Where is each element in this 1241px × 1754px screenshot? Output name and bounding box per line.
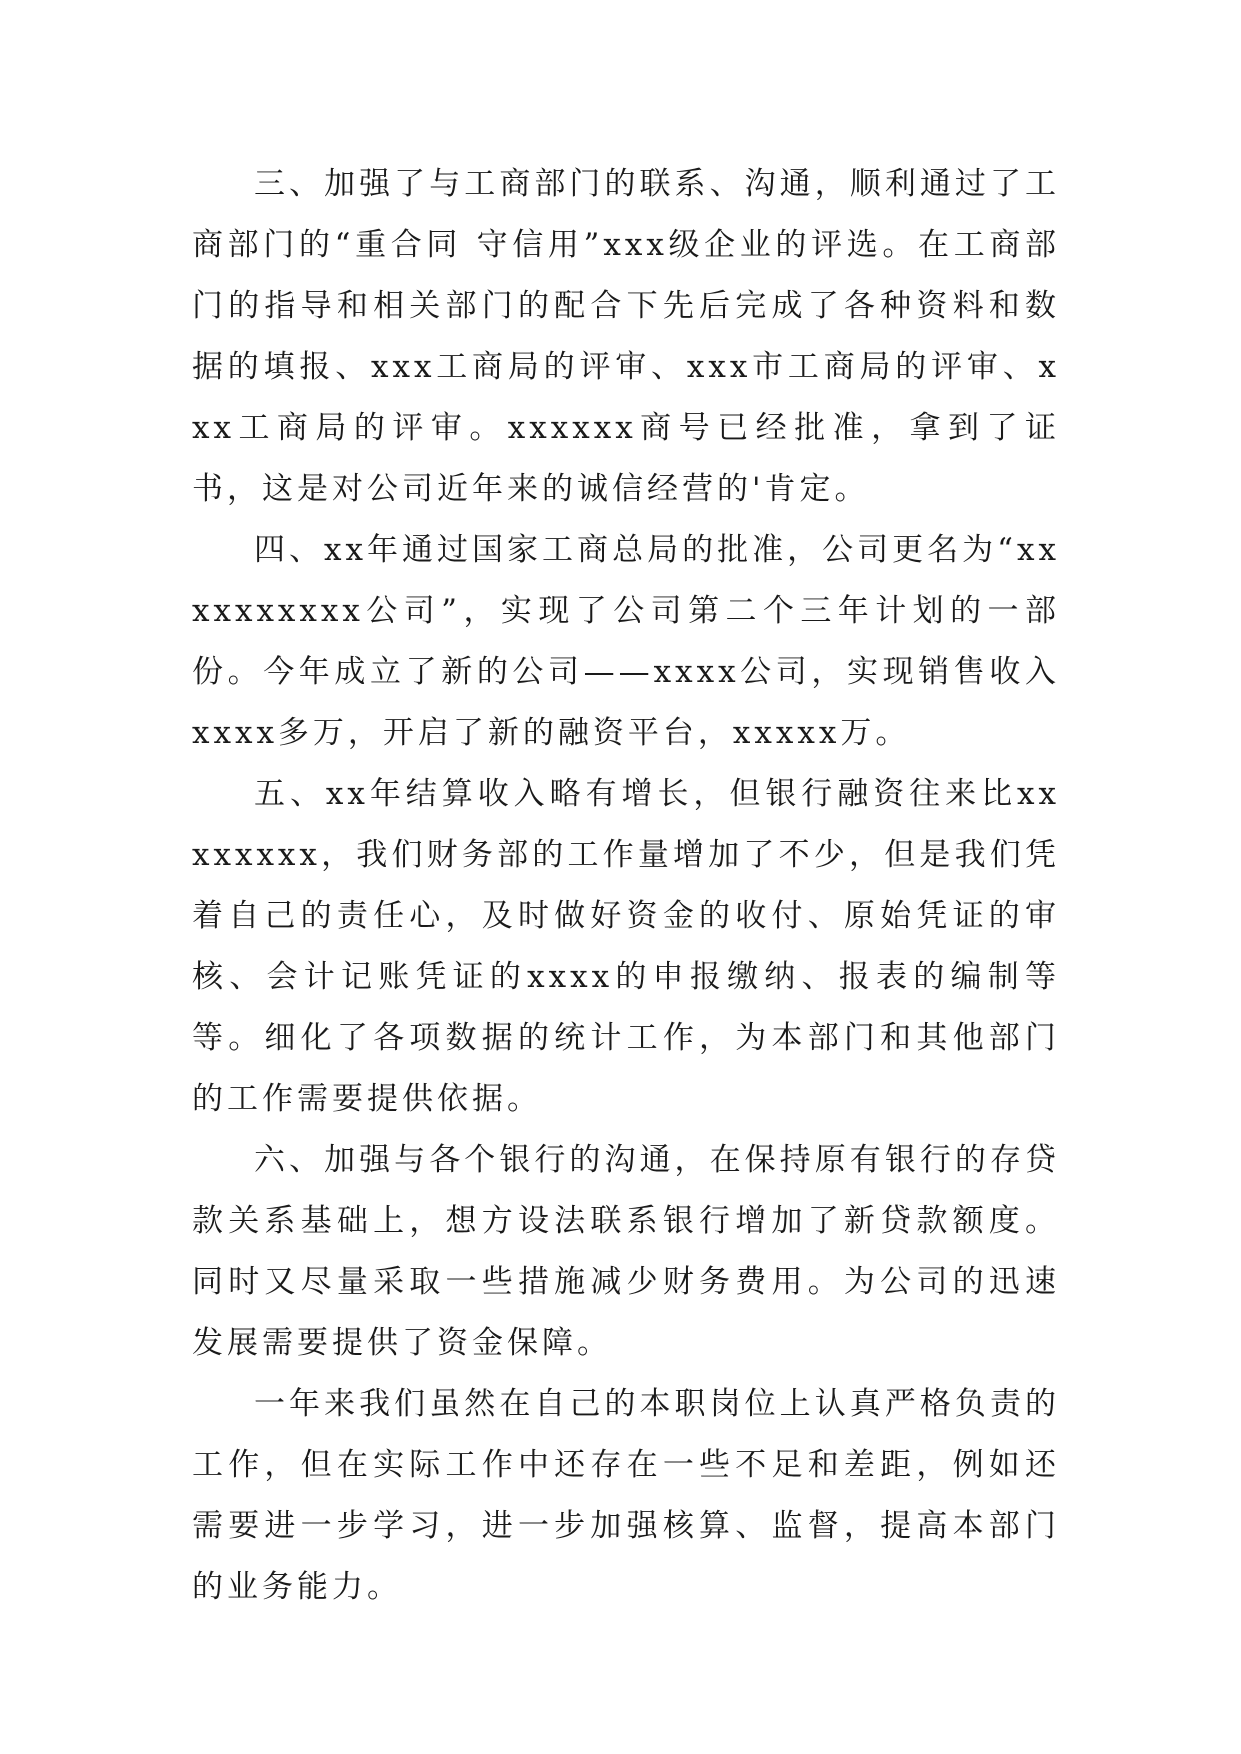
paragraph-5: 五、xx年结算收入略有增长，但银行融资往来比xxxxxxxx，我们财务部的工作量增加了不少，但是我们凭着自己的责任心，及时做好资金的收付、原始凭证的审核、会计记账凭证的xxxx的申报缴纳、报表的编制等等。细化了各项数据的统计工作，为本部门和其他部门的工作需要提供依据。 — [192, 776, 1060, 1117]
paragraph-6: 六、加强与各个银行的沟通，在保持原有银行的存贷款关系基础上，想方设法联系银行增加了新贷款额度。同时又尽量采取一些措施减少财务费用。为公司的迅速发展需要提供了资金保障。 — [192, 1142, 1060, 1361]
document-body — [192, 154, 1060, 1618]
paragraph-4: 四、xx年通过国家工商总局的批准，公司更名为“xxxxxxxxxx公司”，实现了公司第二个三年计划的一部份。今年成立了新的公司——xxxx公司，实现销售收入xxxx多万，开启了新的融资平台，xxxxx万。 — [192, 532, 1060, 751]
paragraph-3: 三、加强了与工商部门的联系、沟通，顺利通过了工商部门的“重合同 守信用”xxx级企业的评选。在工商部门的指导和相关部门的配合下先后完成了各种资料和数据的填报、xxx工商局的评审、xxx市工商局的评审、xxx工商局的评审。xxxxxx商号已经批准，拿到了证书，这是对公司近年来的诚信经营的'肯定。 — [192, 166, 1060, 507]
paragraph-summary: 一年来我们虽然在自己的本职岗位上认真严格负责的工作，但在实际工作中还存在一些不足和差距，例如还需要进一步学习，进一步加强核算、监督，提高本部门的业务能力。 — [192, 1386, 1060, 1605]
